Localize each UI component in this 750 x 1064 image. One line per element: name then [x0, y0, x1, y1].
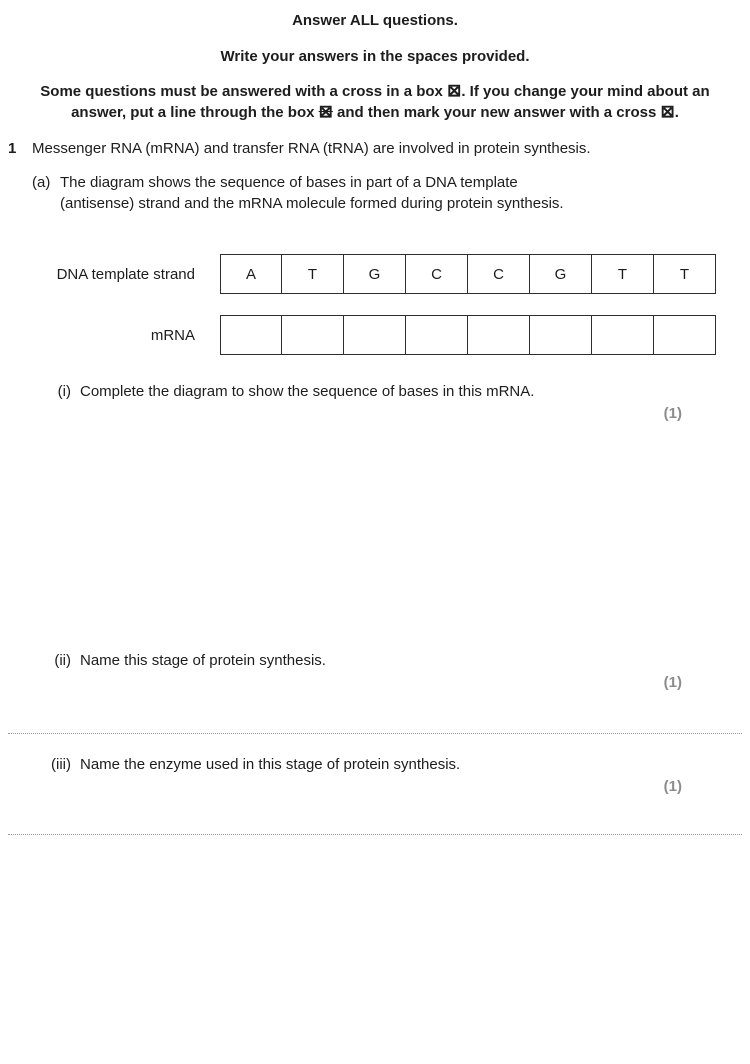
dna-base-cell: T: [282, 254, 344, 294]
dna-base-cell: G: [530, 254, 592, 294]
mrna-answer-cell[interactable]: [406, 315, 468, 355]
dna-base-cell: T: [654, 254, 716, 294]
part-i: [8, 381, 742, 402]
heading-answer-all: Answer ALL questions.: [292, 12, 458, 29]
heading-write-answers: Write your answers in the spaces provided.: [220, 48, 530, 65]
part-iii-marks: (1): [663, 778, 682, 795]
dna-base-cell: C: [406, 254, 468, 294]
instructions-line1: [8, 81, 742, 102]
question-stem: Messenger RNA (mRNA) and transfer RNA (tRNA) are involved in protein synthesis.: [32, 140, 591, 157]
part-a-text-line1: The diagram shows the sequence of bases in part of a DNA template: [60, 174, 518, 191]
part-i-label: (i): [57, 383, 71, 400]
part-ii: [8, 650, 742, 671]
mrna-answer-cell[interactable]: [530, 315, 592, 355]
part-i-text: Complete the diagram to show the sequence of bases in this mRNA.: [80, 383, 535, 400]
mrna-label: mRNA: [150, 326, 195, 344]
mrna-answer-cells: [220, 315, 716, 355]
mrna-row: [8, 315, 742, 355]
mrna-answer-cell[interactable]: [282, 315, 344, 355]
part-a: [32, 172, 742, 214]
part-a-text-line2: (antisense) strand and the mRNA molecule formed during protein synthesis.: [60, 195, 564, 212]
instructions-text-4: and then mark your new answer with a cross: [332, 104, 661, 121]
part-iii: [8, 754, 742, 775]
base-sequence-diagram: [8, 254, 742, 355]
mrna-answer-cell[interactable]: [344, 315, 406, 355]
part-iii-label: (iii): [51, 756, 71, 773]
question-1: [8, 138, 742, 159]
dna-base-cell: A: [220, 254, 282, 294]
part-i-marks: (1): [663, 405, 682, 422]
part-ii-answer-line[interactable]: [8, 733, 742, 734]
part-iii-answer-line[interactable]: [8, 834, 742, 835]
dna-base-cell: G: [344, 254, 406, 294]
dna-base-cell: T: [592, 254, 654, 294]
mrna-answer-cell[interactable]: [220, 315, 282, 355]
part-ii-text: Name this stage of protein synthesis.: [80, 652, 326, 669]
part-a-label: (a): [32, 174, 51, 191]
dna-template-row: [8, 254, 742, 294]
cross-in-box-icon: ⊠: [447, 81, 462, 100]
question-number: 1: [8, 140, 17, 157]
dna-template-label: DNA template strand: [56, 265, 195, 283]
dna-base-cells: [220, 254, 716, 294]
instructions-text-1: Some questions must be answered with a cross in a box: [40, 83, 448, 100]
dna-base-cell: C: [468, 254, 530, 294]
mrna-answer-cell[interactable]: [468, 315, 530, 355]
instructions-text-5: .: [674, 104, 679, 121]
crossed-out-box-icon: ⊠: [318, 102, 333, 121]
instructions-line2: [8, 102, 742, 123]
instructions: [8, 81, 742, 123]
mrna-answer-cell[interactable]: [654, 315, 716, 355]
cross-in-box-icon: ⊠: [660, 102, 675, 121]
part-ii-label: (ii): [54, 652, 71, 669]
mrna-answer-cell[interactable]: [592, 315, 654, 355]
instructions-text-2: . If you change your mind about an: [461, 83, 710, 100]
part-ii-marks: (1): [663, 674, 682, 691]
instructions-text-3: answer, put a line through the box: [71, 104, 319, 121]
part-a-text: [60, 172, 564, 214]
part-iii-text: Name the enzyme used in this stage of protein synthesis.: [80, 756, 461, 773]
